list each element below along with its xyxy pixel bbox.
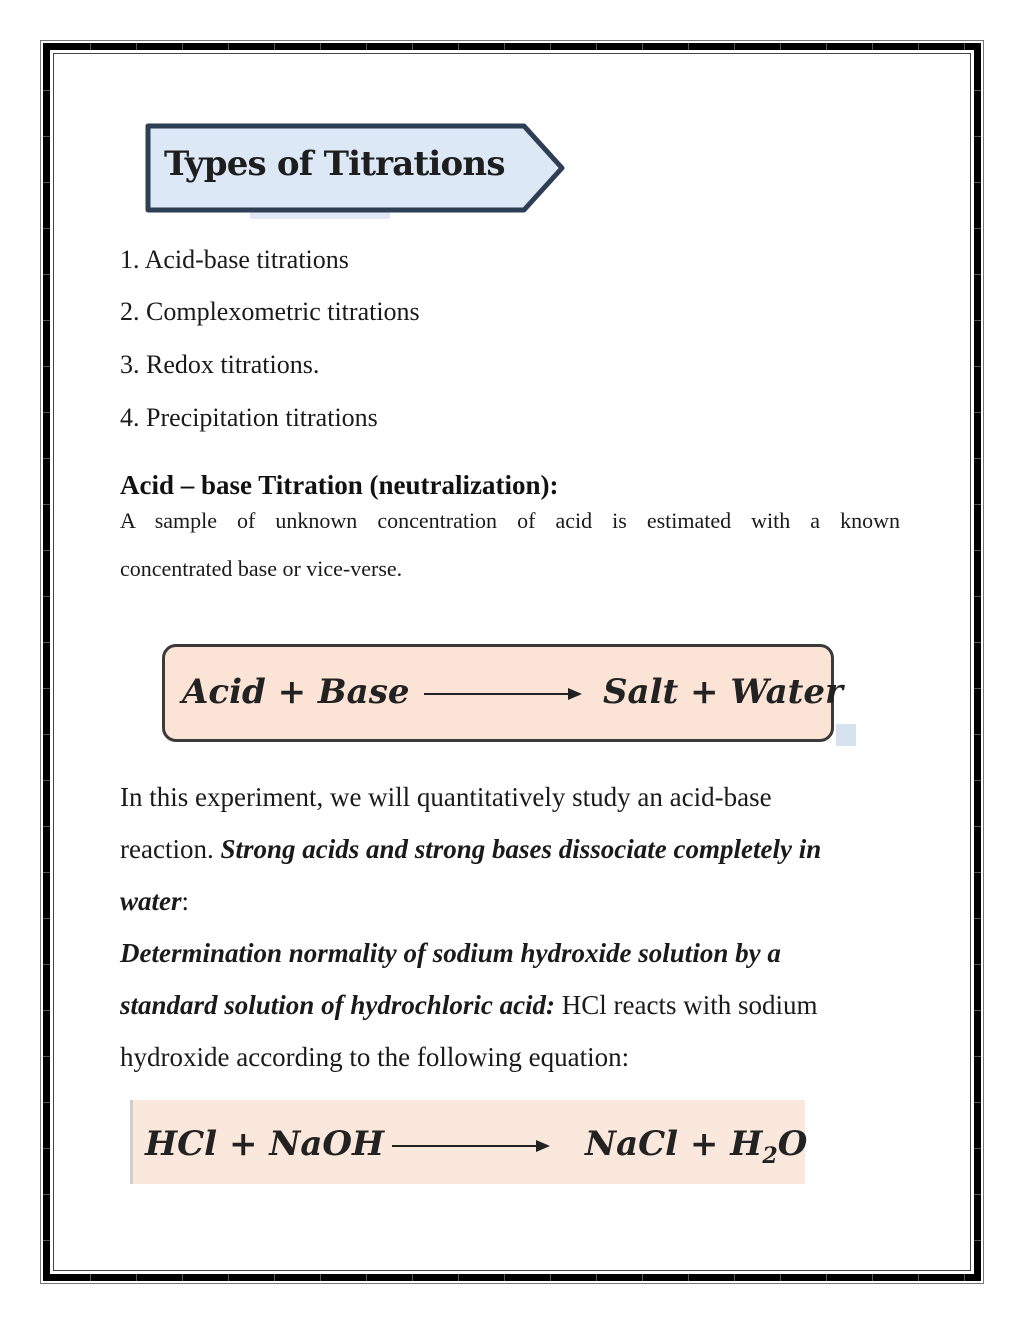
frame-tick [974, 1010, 981, 1011]
frame-tick [412, 43, 413, 50]
frame-tick [550, 1274, 551, 1281]
reaction-arrow-line [392, 1145, 538, 1147]
determination-line: hydroxide according to the following equation: [120, 1042, 630, 1072]
frame-tick [43, 366, 50, 367]
frame-tick [734, 1274, 735, 1281]
frame-tick [458, 43, 459, 50]
equation-products [585, 1124, 807, 1169]
frame-tick [596, 1274, 597, 1281]
frame-tick [974, 550, 981, 551]
frame-tick [964, 1274, 965, 1281]
frame-tick [43, 826, 50, 827]
frame-tick [43, 964, 50, 965]
frame-tick [974, 964, 981, 965]
frame-tick [974, 872, 981, 873]
frame-tick [136, 43, 137, 50]
frame-tick [182, 1274, 183, 1281]
emphasis-text: standard solution of hydrochloric acid: [120, 990, 556, 1020]
frame-tick [974, 228, 981, 229]
product-text: O [777, 1124, 808, 1164]
list-item: 2. Complexometric titrations [120, 297, 420, 326]
frame-tick [974, 412, 981, 413]
description-line: A sample of unknown concentration of acid is estimated with a known [120, 508, 900, 533]
frame-tick [43, 1148, 50, 1149]
frame-tick [974, 1194, 981, 1195]
frame-tick [274, 43, 275, 50]
acid-base-heading: Acid – base Titration (neutralization): [120, 470, 559, 500]
frame-tick [274, 1274, 275, 1281]
frame-tick [43, 1240, 50, 1241]
experiment-text: reaction. [120, 834, 221, 864]
frame-tick [974, 90, 981, 91]
frame-tick [43, 688, 50, 689]
frame-tick [320, 43, 321, 50]
frame-tick [642, 43, 643, 50]
frame-tick [412, 1274, 413, 1281]
frame-tick [826, 43, 827, 50]
frame-tick [688, 1274, 689, 1281]
frame-tick [974, 1148, 981, 1149]
experiment-line [120, 886, 189, 917]
frame-tick [90, 1274, 91, 1281]
frame-tick [504, 1274, 505, 1281]
frame-tick [320, 1274, 321, 1281]
frame-tick [43, 872, 50, 873]
frame-tick [43, 918, 50, 919]
frame-tick [43, 1010, 50, 1011]
frame-tick [366, 43, 367, 50]
frame-tick [43, 550, 50, 551]
frame-tick [974, 596, 981, 597]
frame-tick [504, 43, 505, 50]
frame-tick [974, 734, 981, 735]
equation-reactants: HCl + NaOH [145, 1124, 385, 1164]
frame-tick [974, 780, 981, 781]
frame-tick [826, 1274, 827, 1281]
frame-tick [43, 780, 50, 781]
frame-tick [872, 1274, 873, 1281]
equation-box-tab [836, 724, 856, 746]
frame-tick [974, 458, 981, 459]
frame-tick [974, 366, 981, 367]
frame-tick [136, 1274, 137, 1281]
frame-tick [974, 918, 981, 919]
equation-products: Salt + Water [603, 672, 843, 712]
frame-tick [974, 320, 981, 321]
frame-tick [43, 596, 50, 597]
experiment-line [120, 834, 821, 865]
frame-tick [974, 136, 981, 137]
frame-tick [43, 90, 50, 91]
reaction-arrow-line [424, 693, 570, 695]
frame-tick [974, 688, 981, 689]
frame-tick [642, 1274, 643, 1281]
frame-tick [458, 1274, 459, 1281]
frame-tick [964, 43, 965, 50]
frame-tick [780, 43, 781, 50]
frame-tick [43, 320, 50, 321]
emphasis-text: Strong acids and strong bases dissociate completely in [220, 834, 822, 864]
frame-tick [872, 43, 873, 50]
list-item: 1. Acid-base titrations [120, 245, 349, 274]
frame-tick [596, 43, 597, 50]
frame-tick [366, 1274, 367, 1281]
equation-reactants: Acid + Base [182, 672, 410, 712]
frame-tick [918, 43, 919, 50]
frame-tick [974, 1056, 981, 1057]
section-title: Types of Titrations [164, 144, 505, 184]
experiment-line: In this experiment, we will quantitatively study an acid-base [120, 782, 772, 812]
frame-tick [974, 1102, 981, 1103]
frame-tick [228, 1274, 229, 1281]
frame-tick [974, 826, 981, 827]
frame-tick [182, 43, 183, 50]
frame-tick [43, 504, 50, 505]
frame-tick [734, 43, 735, 50]
determination-line [120, 990, 818, 1021]
frame-tick [918, 1274, 919, 1281]
list-item: 3. Redox titrations. [120, 350, 320, 379]
frame-tick [688, 43, 689, 50]
frame-tick [974, 642, 981, 643]
frame-tick [43, 274, 50, 275]
frame-tick [43, 228, 50, 229]
frame-tick [43, 136, 50, 137]
product-text: NaCl + H [585, 1124, 763, 1164]
list-item: 4. Precipitation titrations [120, 403, 378, 432]
frame-tick [974, 182, 981, 183]
frame-tick [550, 43, 551, 50]
reaction-arrow-icon [568, 688, 582, 700]
description-line: concentrated base or vice-verse. [120, 556, 403, 581]
subscript: 2 [762, 1142, 778, 1169]
frame-tick [43, 412, 50, 413]
frame-tick [43, 182, 50, 183]
frame-tick [974, 274, 981, 275]
frame-tick [43, 734, 50, 735]
experiment-text: HCl reacts with sodium [555, 990, 818, 1020]
frame-tick [43, 458, 50, 459]
frame-tick [90, 43, 91, 50]
frame-tick [43, 1056, 50, 1057]
experiment-text: : [181, 886, 190, 916]
frame-tick [974, 1240, 981, 1241]
reaction-arrow-icon [536, 1140, 550, 1152]
frame-tick [43, 1102, 50, 1103]
frame-tick [974, 504, 981, 505]
frame-tick [780, 1274, 781, 1281]
determination-line: Determination normality of sodium hydroxide solution by a [120, 938, 781, 968]
frame-tick [43, 642, 50, 643]
emphasis-text: water [120, 886, 182, 916]
frame-tick [43, 1194, 50, 1195]
frame-tick [228, 43, 229, 50]
